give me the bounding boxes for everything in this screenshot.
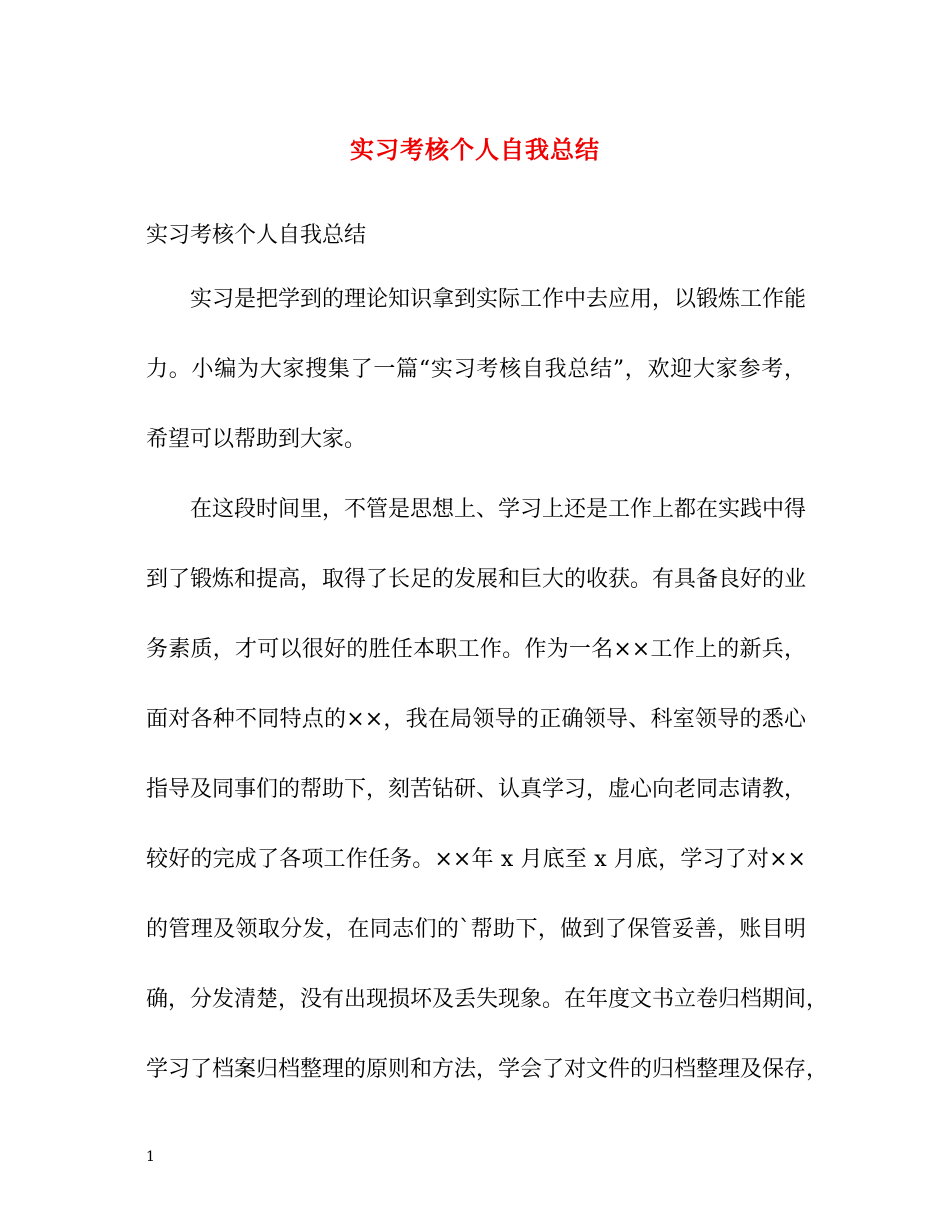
paragraph-line: 力。小编为大家搜集了一篇“实习考核自我总结”，欢迎大家参考， bbox=[146, 357, 806, 382]
paragraph-line: 务素质，才可以很好的胜任本职工作。作为一名××工作上的新兵， bbox=[146, 637, 806, 662]
paragraph-line: 的管理及领取分发，在同志们的`帮助下，做到了保管妥善，账目明 bbox=[146, 917, 806, 942]
paragraph-line: 在这段时间里，不管是思想上、学习上还是工作上都在实践中得 bbox=[190, 497, 807, 522]
paragraph-line: 到了锻炼和提高，取得了长足的发展和巨大的收获。有具备良好的业 bbox=[146, 567, 807, 592]
paragraph-line: 指导及同事们的帮助下，刻苦钻研、认真学习，虚心向老同志请教， bbox=[146, 777, 807, 802]
document-title: 实习考核个人自我总结 bbox=[350, 135, 600, 164]
paragraph-line: 希望可以帮助到大家。 bbox=[146, 427, 367, 452]
paragraph-line: 较好的完成了各项工作任务。××年 x 月底至 x 月底，学习了对×× bbox=[146, 847, 806, 872]
document-subtitle: 实习考核个人自我总结 bbox=[146, 223, 367, 248]
paragraph-line: 学习了档案归档整理的原则和方法，学会了对文件的归档整理及保存， bbox=[146, 1057, 829, 1082]
page-number: 1 bbox=[146, 1149, 155, 1165]
paragraph-line: 面对各种不同特点的××，我在局领导的正确领导、科室领导的悉心 bbox=[146, 707, 806, 732]
paragraph-line: 实习是把学到的理论知识拿到实际工作中去应用，以锻炼工作能 bbox=[190, 287, 807, 312]
paragraph-line: 确，分发清楚，没有出现损坏及丢失现象。在年度文书立卷归档期间， bbox=[146, 987, 829, 1012]
